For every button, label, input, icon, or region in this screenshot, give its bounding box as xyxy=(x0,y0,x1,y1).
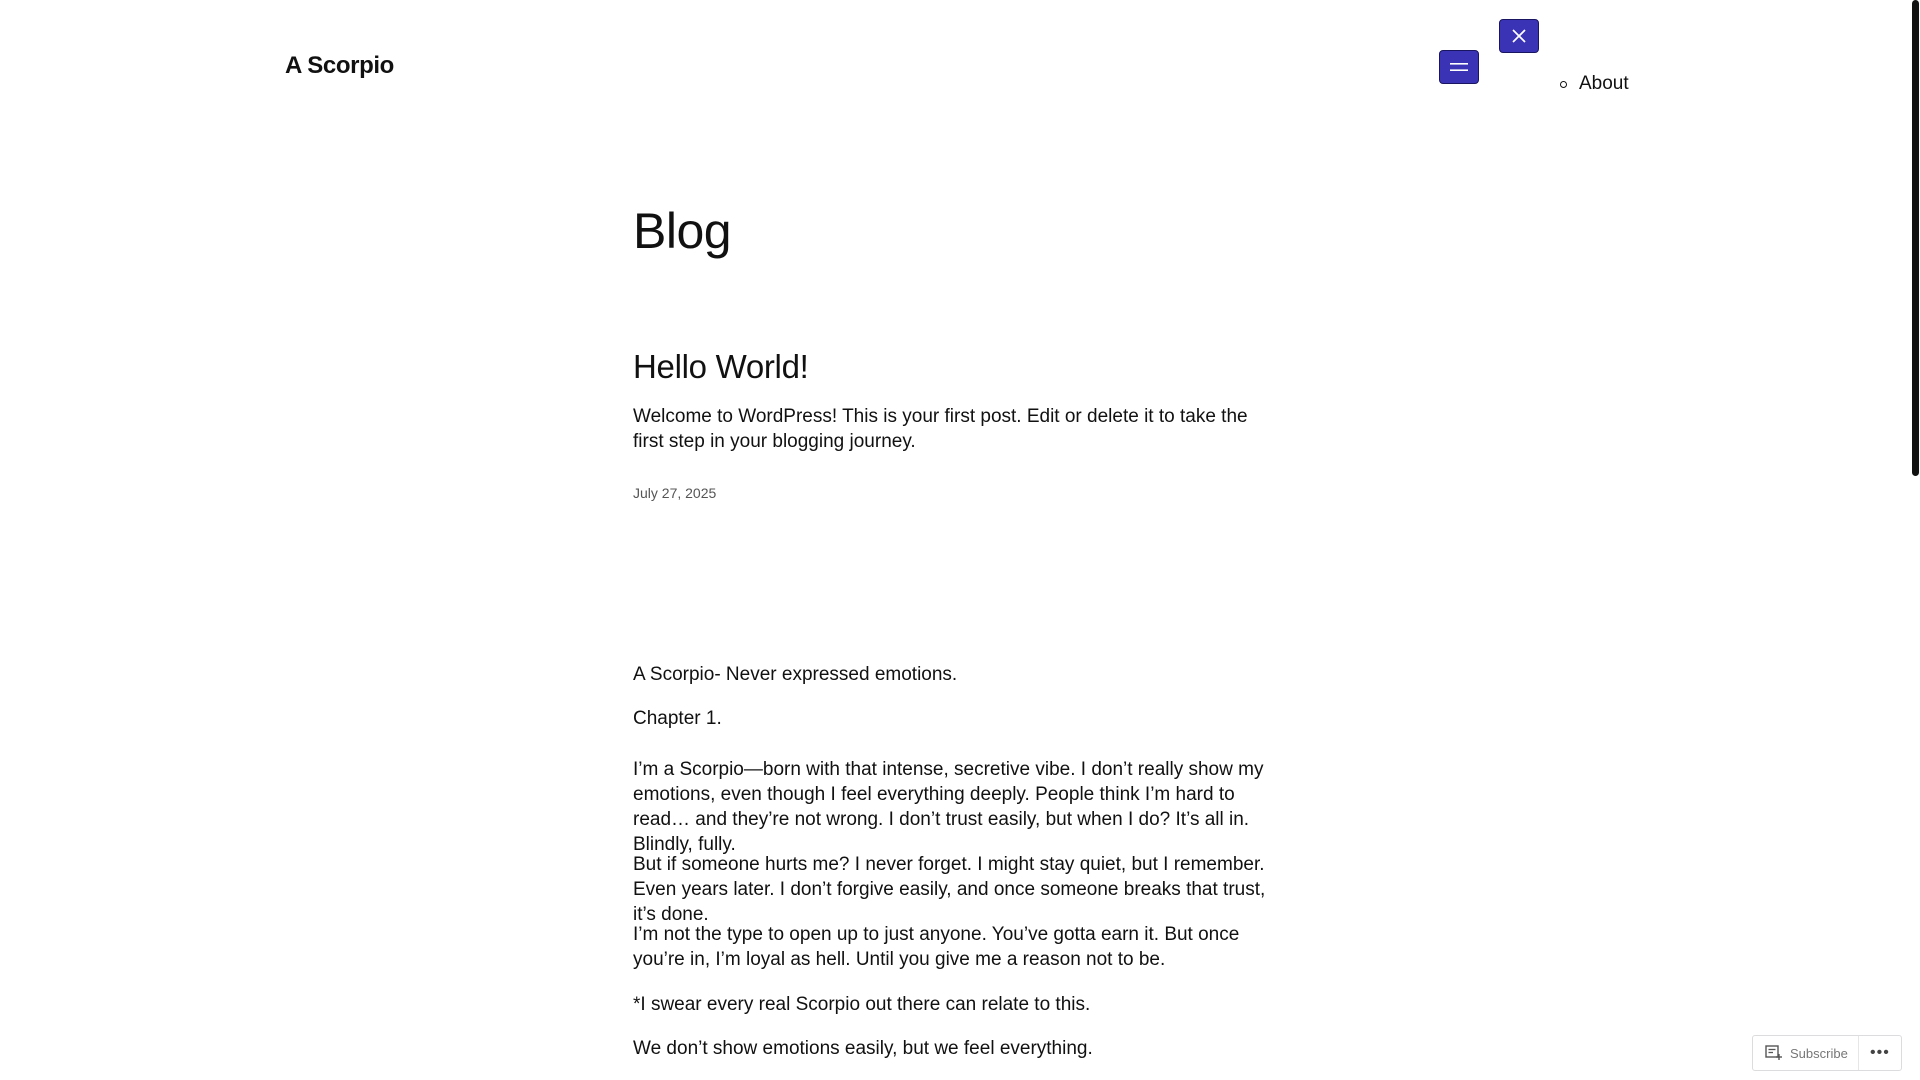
scrollbar-thumb[interactable] xyxy=(1912,0,1919,476)
content-paragraph: But if someone hurts me? I never forget. I might stay quiet, but I remember. Even years later. I don’t forgive easily, and once someone breaks that trust, it’s done. xyxy=(633,854,1266,925)
content-paragraph: I’m a Scorpio—born with that intense, secretive vibe. I don’t really show my emotions, even though I feel everything deeply. People think I’m hard to read… and they’re not wrong. I don’t trust easily, but when I do? It’s all in. Blindly, fully. xyxy=(633,759,1264,855)
subscribe-bar xyxy=(1752,1035,1902,1071)
content-paragraph: Chapter 1. xyxy=(633,708,722,729)
content-paragraph: *I swear every real Scorpio out there can relate to this. xyxy=(633,994,1091,1015)
close-menu-button[interactable] xyxy=(1499,19,1539,53)
nav-menu xyxy=(1560,72,1629,96)
hamburger-icon xyxy=(1450,62,1468,72)
nav-item-label[interactable]: About xyxy=(1579,73,1629,94)
post-excerpt: Welcome to WordPress! This is your first post. Edit or delete it to take the first step in your blogging journey. xyxy=(633,406,1248,452)
post-date[interactable]: July 27, 2025 xyxy=(633,485,717,501)
close-icon xyxy=(1512,29,1526,43)
content-paragraph: A Scorpio- Never expressed emotions. xyxy=(633,664,958,685)
subscribe-button[interactable] xyxy=(1753,1036,1859,1070)
content-paragraph: We don’t show emotions easily, but we feel everything. xyxy=(633,1038,1093,1059)
menu-button[interactable] xyxy=(1439,50,1479,84)
list-bullet-icon xyxy=(1560,81,1567,88)
post-title[interactable]: Hello World! xyxy=(633,348,809,385)
subscribe-label: Subscribe xyxy=(1790,1045,1848,1061)
more-options-button[interactable]: ••• xyxy=(1870,1044,1890,1061)
nav-item-about[interactable] xyxy=(1560,72,1629,96)
content-paragraph: I’m not the type to open up to just anyone. You’ve gotta earn it. But once you’re in, I’m loyal as hell. Until you give me a reason not to be. xyxy=(633,924,1240,970)
page-title: Blog xyxy=(633,203,732,259)
reader-subscribe-icon xyxy=(1765,1045,1783,1061)
site-title[interactable]: A Scorpio xyxy=(285,52,394,79)
